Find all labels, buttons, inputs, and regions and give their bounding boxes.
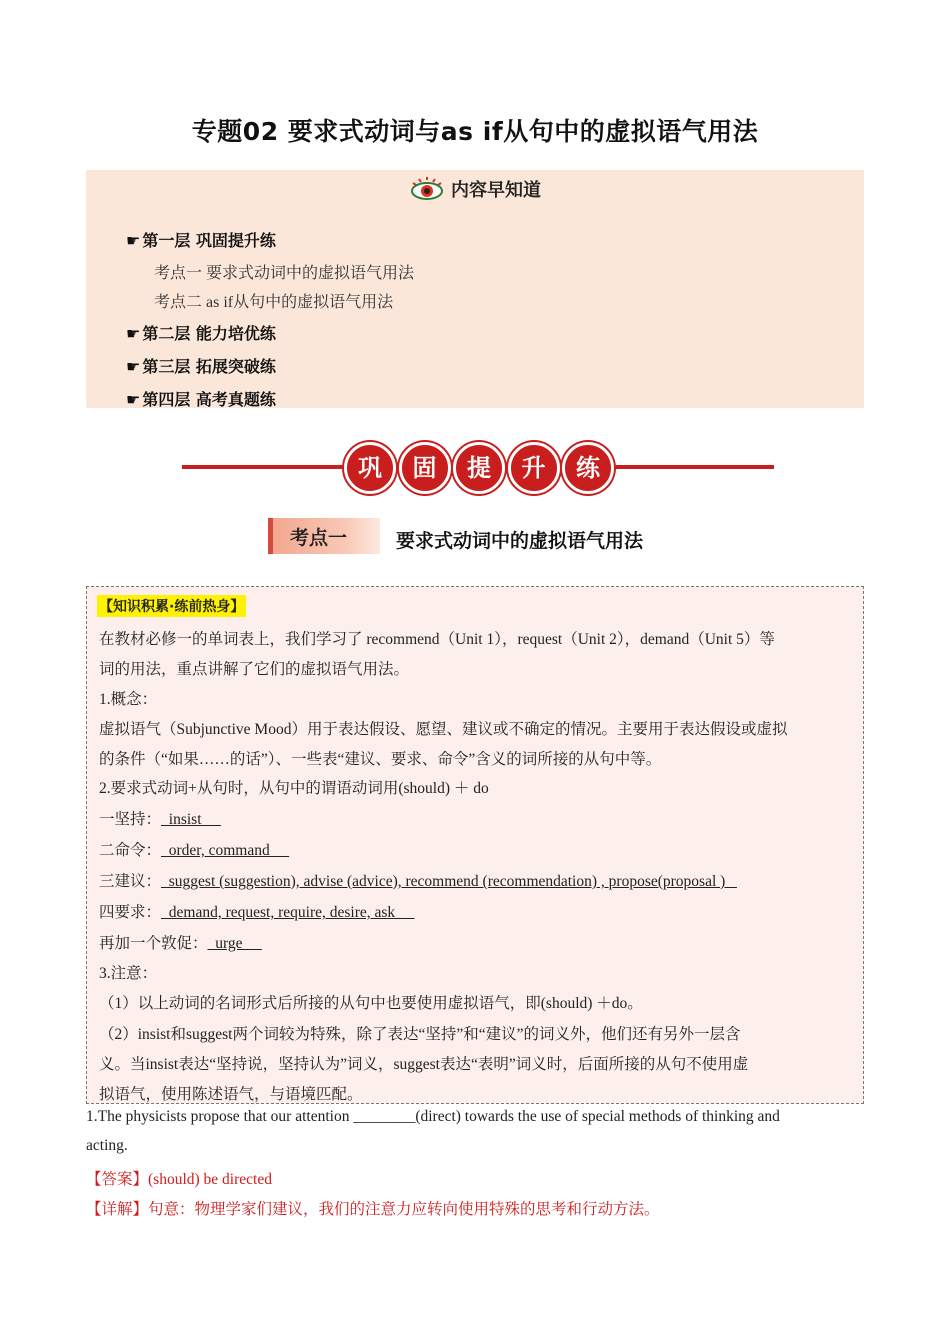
toc-level-label: 第四层 高考真题练 [142,390,276,409]
page-title: 专题02 要求式动词与as if从句中的虚拟语气用法 [191,117,759,146]
knowledge-note: 义。当insist表达“坚持说，坚持认为”词义，suggest表达“表明”词义时，后面所接的从句不使用虚 [99,1056,749,1073]
toc-sub-1: 考点一 要求式动词中的虚拟语气用法 [154,265,415,282]
banner-char: 巩 [344,442,396,494]
verb-row-demand [99,900,415,922]
knowledge-note: （1）以上动词的名词形式后所接的从句中也要使用虚拟语气，即(should) ＋do。 [99,995,643,1012]
keypoint-tag [268,518,380,554]
toc-heading [86,176,864,208]
knowledge-line: 词的用法，重点讲解了它们的虚拟语气用法。 [99,661,410,678]
question-line: acting. [86,1137,128,1154]
knowledge-note: （2）insist和suggest两个词较为特殊，除了表达“坚持”和“建议”的词义外，他们还有另外一层含 [99,1026,741,1043]
pointing-hand-icon: ☛ [126,390,141,409]
verb-row-insist [99,807,221,829]
toc-level-4 [126,387,276,410]
verb-row-order [99,838,289,860]
knowledge-line: 在教材必修一的单词表上，我们学习了 recommend（Unit 1），request（Unit 2），demand（Unit 5）等 [99,631,775,648]
knowledge-line: 的条件（“如果……的话”）、一些表“建议、要求、命令”含义的词所接的从句中等。 [99,751,662,768]
knowledge-line: 虚拟语气（Subjunctive Mood）用于表达假设、愿望、建议或不确定的情况。主要用于表达假设或虚拟 [99,721,788,738]
keypoint-title: 要求式动词中的虚拟语气用法 [396,530,644,552]
toc-level-label: 第二层 能力培优练 [142,324,276,343]
toc-panel [86,170,864,408]
section-banner [182,440,774,496]
toc-heading-label: 内容早知道 [451,180,541,201]
pointing-hand-icon: ☛ [126,231,141,250]
verb-row-label: 四要求： [99,904,162,921]
toc-sub-2: 考点二 as if从句中的虚拟语气用法 [154,294,394,311]
verb-row-value: urge [207,935,262,952]
verb-row-value: demand, request, require, desire, ask [161,904,415,921]
knowledge-line: 3.注意： [99,965,158,982]
knowledge-label: 【知识积累·练前热身】 [97,595,246,617]
verb-row-suggest [99,869,737,891]
banner-circles [344,440,614,496]
verb-row-value: suggest (suggestion), advise (advice), recommend (recommendation) , propose(proposal ) [161,873,737,890]
pointing-hand-icon: ☛ [126,324,141,343]
eye-icon [409,176,445,202]
verb-row-label: 再加一个敦促： [99,935,208,952]
toc-level-2 [126,321,276,344]
banner-char: 升 [508,442,560,494]
question-line: 1.The physicists propose that our attention ________(direct) towards the use of special methods of thinking and [86,1108,780,1125]
knowledge-box [86,586,864,1104]
verb-row-label: 三建议： [99,873,162,890]
toc-level-label: 第一层 巩固提升练 [142,231,276,250]
verb-row-value: order, command [161,842,290,859]
pointing-hand-icon: ☛ [126,357,141,376]
banner-char: 固 [399,442,451,494]
detail-line: 【详解】句意：物理学家们建议，我们的注意力应转向使用特殊的思考和行动方法。 [86,1201,660,1218]
toc-level-1 [126,228,276,251]
knowledge-note: 拟语气，使用陈述语气，与语境匹配。 [99,1086,363,1103]
verb-row-label: 二命令： [99,842,162,859]
verb-row-urge [99,931,262,953]
toc-level-label: 第三层 拓展突破练 [142,357,276,376]
verb-row-label: 一坚持： [99,811,162,828]
keypoint-tag-label: 考点一 [290,527,348,549]
banner-char: 练 [562,442,614,494]
verb-row-value: insist [161,811,221,828]
knowledge-line: 2.要求式动词+从句时，从句中的谓语动词用(should) ＋ do [99,780,489,797]
answer-line: 【答案】(should) be directed [86,1171,272,1188]
keypoint-tag-bar [268,518,273,554]
banner-char: 提 [453,442,505,494]
toc-level-3 [126,354,276,377]
knowledge-line: 1.概念： [99,691,158,708]
